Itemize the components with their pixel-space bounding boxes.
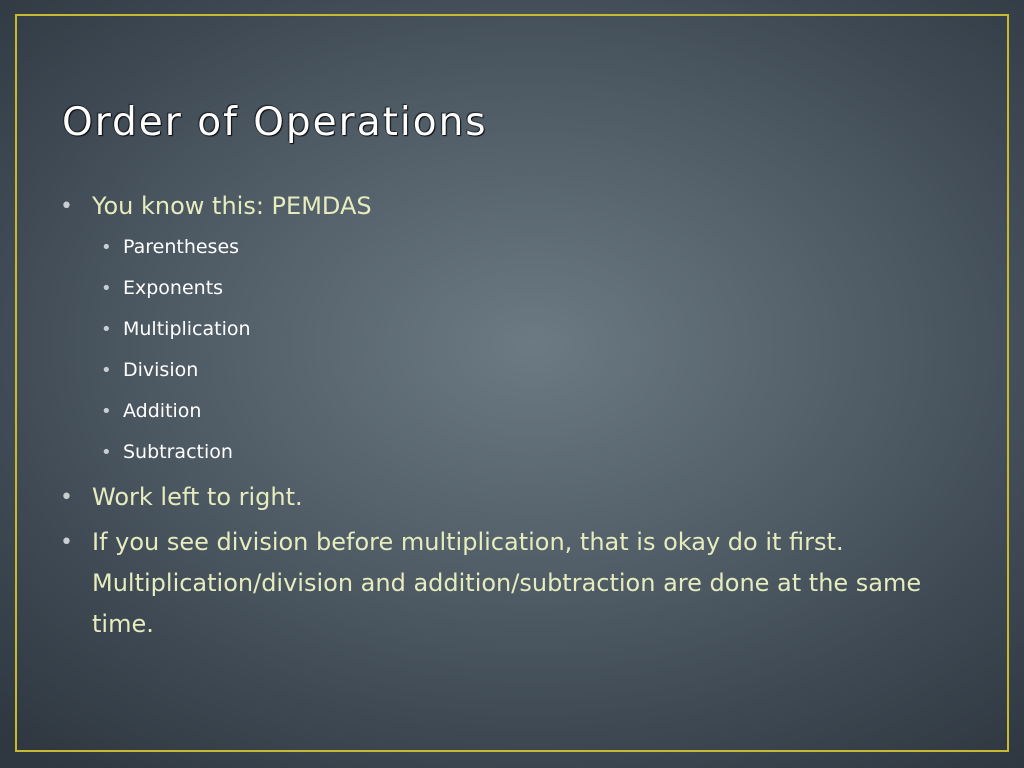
bullet-icon: •	[60, 530, 73, 555]
bullet-icon: •	[101, 319, 112, 340]
sub-bullet-text: Parentheses	[123, 236, 240, 258]
sub-bullet-item	[60, 391, 970, 432]
slide-content	[60, 186, 970, 645]
sub-bullet-text: Multiplication	[123, 318, 251, 340]
sub-bullet-text: Division	[123, 359, 199, 381]
bullet-icon: •	[101, 442, 112, 463]
bullet-item	[60, 522, 970, 645]
sub-bullet-text: Subtraction	[123, 441, 233, 463]
sub-bullet-item	[60, 432, 970, 473]
bullet-item	[60, 186, 970, 227]
bullet-item	[60, 477, 970, 518]
bullet-icon: •	[101, 278, 112, 299]
sub-bullet-item	[60, 309, 970, 350]
bullet-icon: •	[101, 401, 112, 422]
bullet-text: Work left to right.	[92, 483, 303, 511]
slide-title: Order of Operations	[62, 100, 488, 145]
sub-bullet-list	[60, 227, 970, 473]
bullet-icon: •	[101, 237, 112, 258]
sub-bullet-text: Exponents	[123, 277, 224, 299]
sub-bullet-item	[60, 268, 970, 309]
bullet-icon: •	[60, 485, 73, 510]
bullet-text: If you see division before multiplication, that is okay do it first. Multiplication/division and addition/subtraction are done at the same time.	[92, 528, 922, 638]
bullet-icon: •	[101, 360, 112, 381]
sub-bullet-item	[60, 227, 970, 268]
sub-bullet-text: Addition	[123, 400, 202, 422]
sub-bullet-item	[60, 350, 970, 391]
bullet-text: You know this: PEMDAS	[92, 192, 372, 220]
bullet-icon: •	[60, 194, 73, 219]
